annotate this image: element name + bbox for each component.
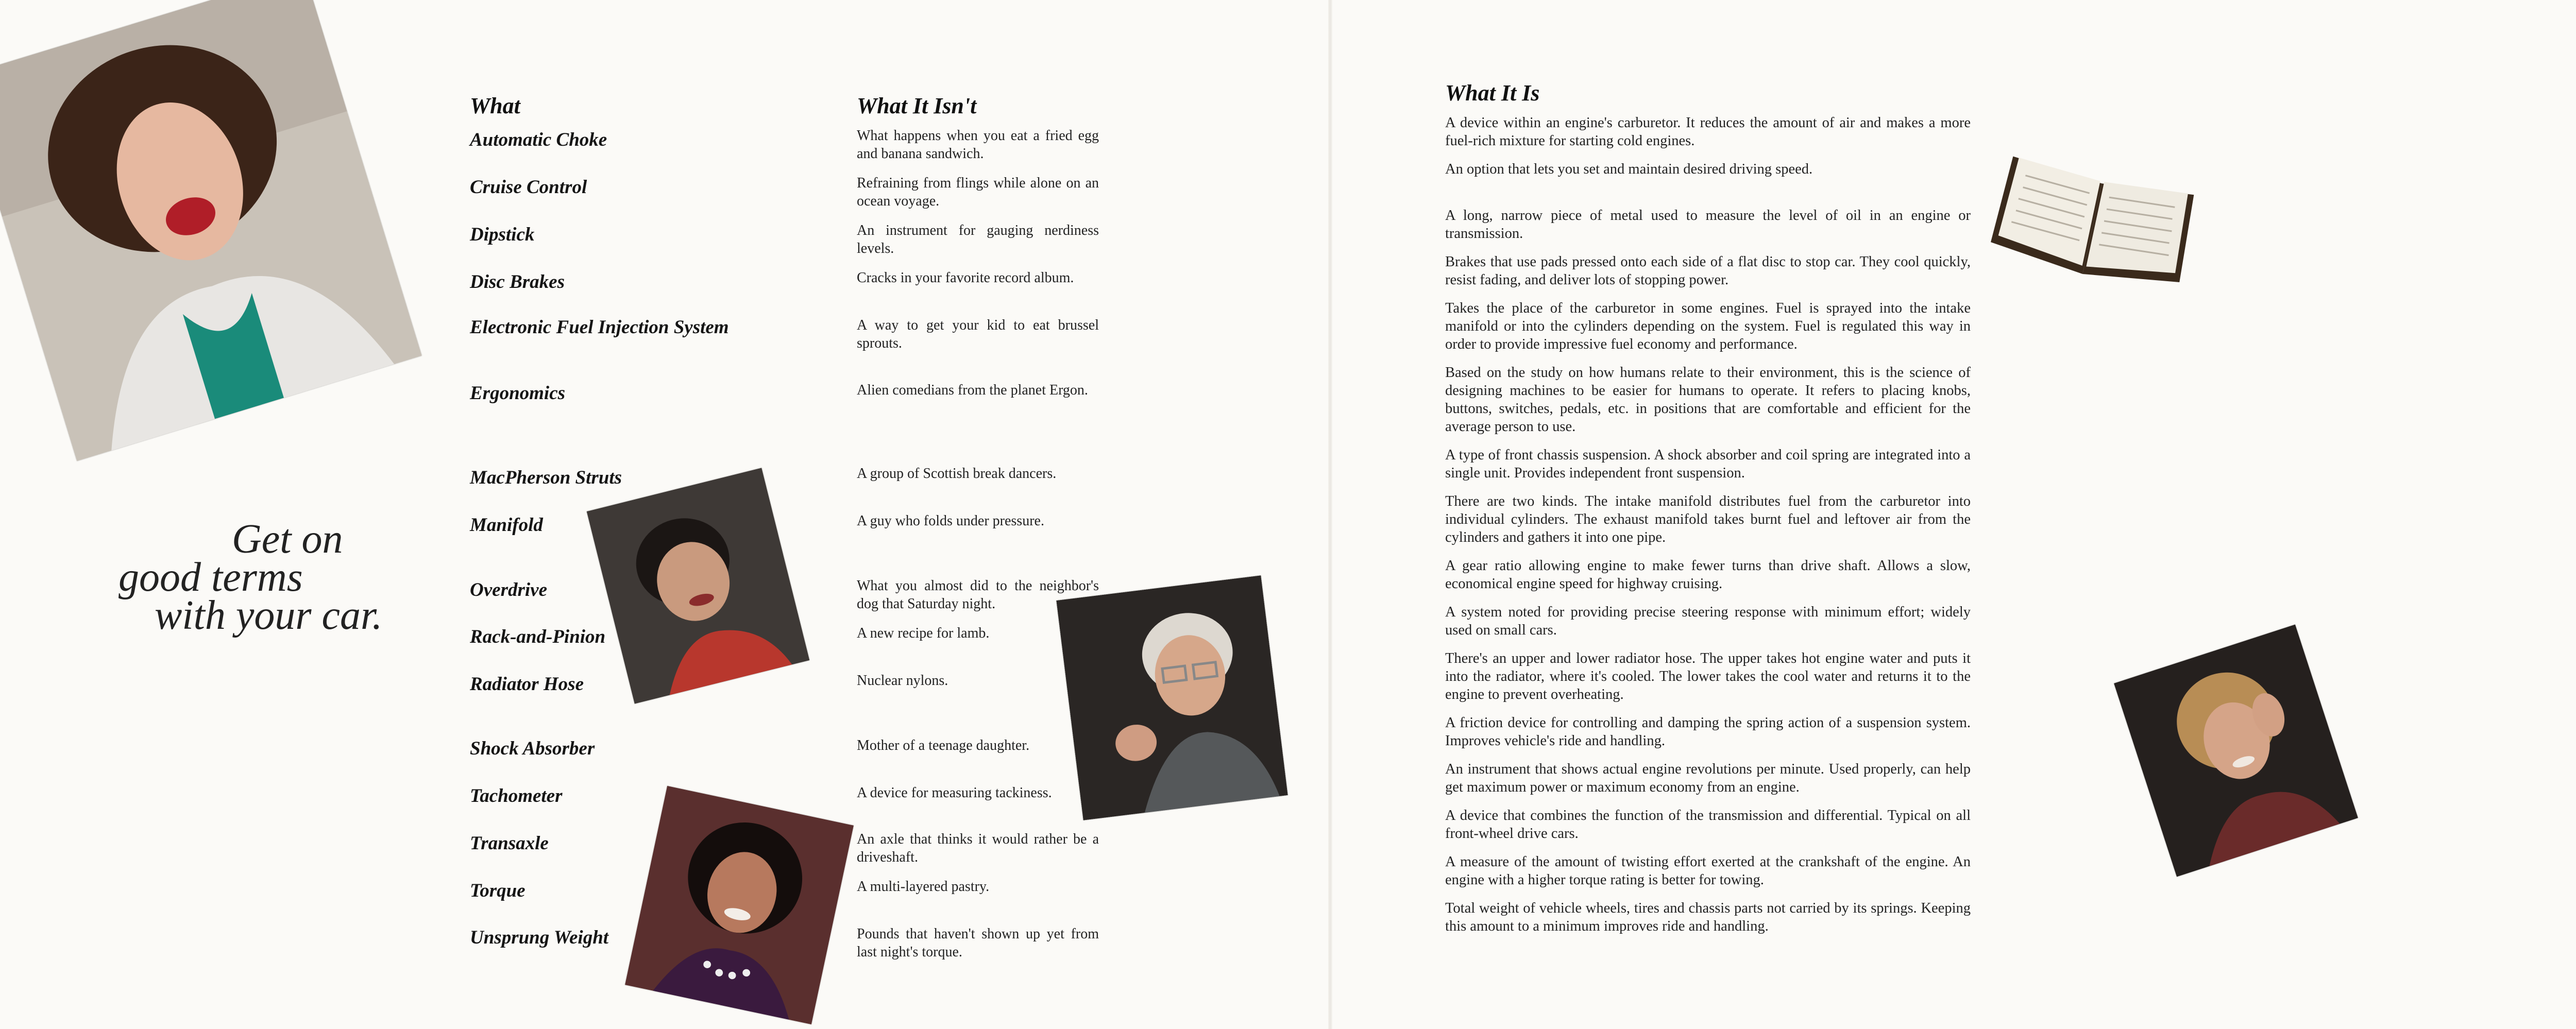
term: Tachometer (470, 785, 563, 807)
column-heading-what: What (470, 93, 520, 118)
what-it-isnt-text: Cracks in your favorite record album. (857, 270, 1074, 286)
column-heading-what-it-is: What It Is (1445, 80, 1540, 106)
what-it-is-text: A system noted for providing precise steering response with minimum effort; widely used on small cars. (1445, 604, 1971, 638)
term: Manifold (470, 514, 543, 536)
what-it-is-text: A long, narrow piece of metal used to measure the level of oil in an engine or transmission. (1445, 208, 1971, 242)
what-it-isnt-text: Alien comedians from the planet Ergon. (857, 382, 1088, 398)
what-it-is-text: An option that lets you set and maintain desired driving speed. (1445, 161, 1813, 177)
term: Disc Brakes (470, 271, 565, 293)
what-it-isnt-text: Refraining from flings while alone on an ocean voyage. (857, 175, 1099, 209)
term: Shock Absorber (470, 738, 595, 759)
photo-woman-glasses (1056, 575, 1287, 820)
tagline-line-1: Get on (232, 517, 343, 562)
what-it-is-text: A device that combines the function of the transmission and differential. Typical on all front-wheel drive cars. (1445, 808, 1971, 842)
what-it-is-text: Total weight of vehicle wheels, tires and chassis parts not carried by its springs. Keeping this amount to a minimum improves ride and handling. (1445, 900, 1971, 934)
term: Electronic Fuel Injection System (470, 317, 729, 338)
what-it-is-text: A measure of the amount of twisting effort exerted at the crankshaft of the engine. An engine with a higher torque rating is better for towing. (1445, 854, 1971, 888)
term: Automatic Choke (470, 129, 607, 150)
what-it-isnt-text: A guy who folds under pressure. (857, 513, 1044, 529)
what-it-isnt-text: A new recipe for lamb. (857, 625, 990, 641)
what-it-is-list (1445, 114, 1971, 935)
tagline (103, 517, 392, 638)
what-it-is-text: An instrument that shows actual engine revolutions per minute. Used properly, can help get maximum power or maximum economy from an engine. (1445, 761, 1971, 795)
what-it-isnt-text: A group of Scottish break dancers. (857, 466, 1057, 482)
what-it-isnt-text: What you almost did to the neighbor's dog that Saturday night. (857, 578, 1099, 612)
term: MacPherson Struts (470, 467, 622, 488)
tagline-line-3: with your car. (155, 593, 383, 638)
what-it-is-text: A device within an engine's carburetor. It reduces the amount of air and makes a more fuel-rich mixture for starting cold engines. (1445, 115, 1971, 149)
term: Ergonomics (470, 383, 566, 404)
what-it-isnt-text: Mother of a teenage daughter. (857, 738, 1030, 753)
term: Torque (470, 880, 526, 901)
what-it-is-text: A type of front chassis suspension. A shock absorber and coil spring are integrated into a single unit. Provides independent front suspension. (1445, 447, 1971, 481)
what-it-isnt-text: A device for measuring tackiness. (857, 785, 1052, 801)
what-it-isnt-text: An instrument for gauging nerdiness levels. (857, 222, 1099, 256)
term: Radiator Hose (470, 674, 584, 695)
photo-woman-necklace (625, 786, 854, 1024)
term: Transaxle (470, 833, 549, 854)
term: Unsprung Weight (470, 927, 609, 948)
what-it-is-text: A friction device for controlling and damping the spring action of a suspension system. Improves vehicle's ride and handling. (1445, 715, 1971, 749)
what-it-is-text: There's an upper and lower radiator hose. The upper takes hot engine water and puts it into the radiator, where it's cooled. The lower takes the cool water and returns it to the engine to prevent overheating. (1445, 650, 1971, 702)
what-it-is-text: Based on the study on how humans relate to their environment, this is the science of designing machines to be easier for humans to operate. It refers to placing knobs, buttons, switches, pedals, etc. in positions that are comfortable and efficient for the average person to use. (1445, 365, 1971, 435)
what-it-is-text: There are two kinds. The intake manifold distributes fuel from the carburetor into individual cylinders. The exhaust manifold takes burnt fuel and leftover air from the cylinders and gathers it into one pipe. (1445, 493, 1971, 545)
what-it-isnt-text: What happens when you eat a fried egg and banana sandwich. (857, 128, 1099, 162)
page-fold (1328, 0, 1332, 1029)
photo-open-book (1982, 135, 2206, 303)
photo-smiling-woman-scarf (587, 468, 810, 704)
photo-laughing-woman (0, 0, 422, 461)
what-it-is-text: Takes the place of the carburetor in some engines. Fuel is sprayed into the intake manifold or into the cylinders depending on the system. Fuel is regulated this way in order to provide impressive fuel economy and performance. (1445, 300, 1971, 352)
term: Rack-and-Pinion (470, 626, 606, 647)
tagline-line-2: good terms (118, 555, 303, 600)
what-it-isnt-text: Pounds that haven't shown up yet from last night's torque. (857, 926, 1099, 960)
term: Overdrive (470, 579, 547, 601)
term: Cruise Control (470, 177, 587, 198)
what-it-isnt-text: A way to get your kid to eat brussel sprouts. (857, 317, 1099, 351)
term: Dipstick (470, 224, 535, 245)
what-it-isnt-text: A multi-layered pastry. (857, 879, 990, 895)
what-it-isnt-text: Nuclear nylons. (857, 673, 948, 689)
photo-blonde-woman (2114, 624, 2358, 877)
what-it-isnt-text: An axle that thinks it would rather be a driveshaft. (857, 831, 1099, 865)
what-it-is-text: Brakes that use pads pressed onto each side of a flat disc to stop car. They cool quickly, resist fading, and deliver lots of stopping power. (1445, 254, 1971, 288)
what-it-is-text: A gear ratio allowing engine to make fewer turns than drive shaft. Allows a slow, economical engine speed for highway cruising. (1445, 558, 1971, 592)
column-heading-what-it-isnt: What It Isn't (857, 93, 977, 118)
